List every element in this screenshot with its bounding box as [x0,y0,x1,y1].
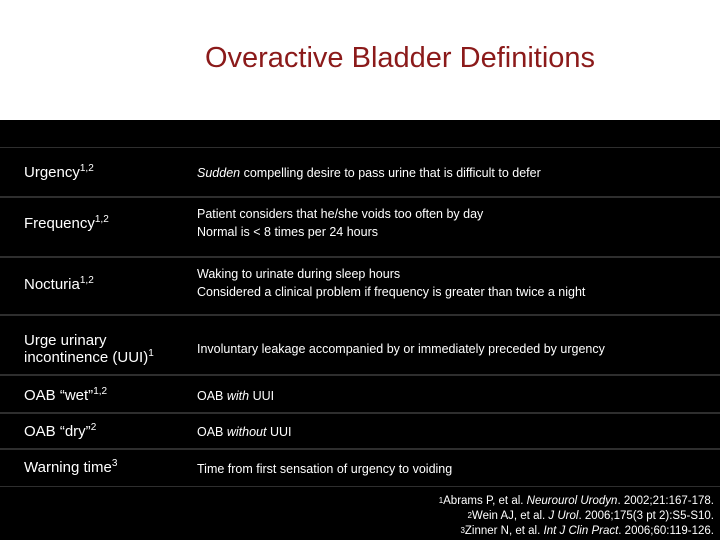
term-uui: Urge urinary incontinence (UUI)$^1$ [24,332,154,366]
term-warning-time: Warning time$^3$ [24,458,118,476]
definition-row-uui [0,315,720,375]
slide-header [0,0,720,120]
term-urgency: Urgency$^{1,2}$ [24,163,94,181]
slide-title: Overactive Bladder Definitions [204,42,596,74]
term-nocturia: Nocturia$^{1,2}$ [24,275,94,293]
term-oab-wet: OAB “wet”$^{1,2}$ [24,386,108,404]
definition-row-oab-dry [0,413,720,449]
definition-row-oab-wet [0,375,720,413]
definition-row-frequency [0,197,720,257]
reference-2: $^2$Wein AJ, et al. J Urol. 2006;175(3 pt 2):S5-S10. [467,510,714,522]
references [439,494,714,539]
definition-warning-time: Time from first sensation of urgency to voiding [197,462,453,476]
definition-uui: Involuntary leakage accompanied by or immediately preceded by urgency [197,342,605,356]
reference-3: $^3$Zinner N, et al. Int J Clin Pract. 2006;60:119-126. [460,525,714,537]
term-oab-dry: OAB “dry”$^2$ [24,422,97,440]
definition-frequency: Patient considers that he/she voids too often by day Normal is < 8 times per 24 hours [197,207,484,239]
definition-nocturia: Waking to urinate during sleep hours Considered a clinical problem if frequency is greater than twice a night [197,267,586,299]
definition-oab-dry: OAB without UUI [197,425,292,439]
reference-1: $^1$Abrams P, et al. Neurourol Urodyn. 2002;21:167-178. [438,495,714,507]
definition-urgency: Sudden compelling desire to pass urine that is difficult to defer [197,166,541,180]
definition-oab-wet: OAB with UUI [197,389,275,403]
term-frequency: Frequency$^{1,2}$ [24,214,109,232]
definition-row-warning-time [0,449,720,487]
definition-row-nocturia [0,257,720,315]
definition-row-urgency [0,147,720,197]
